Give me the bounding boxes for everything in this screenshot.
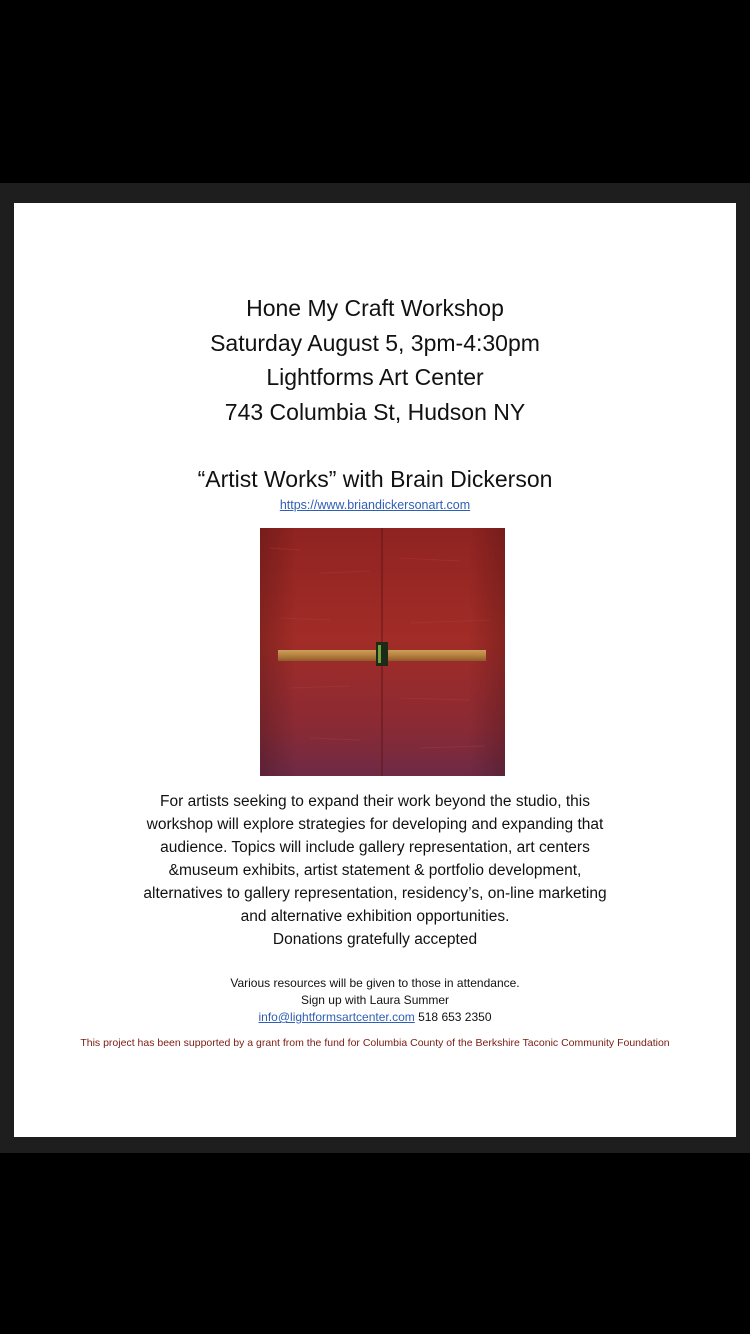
description-line: audience. Topics will include gallery representation, art centers (160, 839, 590, 856)
signup-line: Sign up with Laura Summer (300, 993, 450, 1007)
venue-address: 743 Columbia St, Hudson NY (224, 398, 526, 425)
resources-line: Various resources will be given to those in attendance. (230, 976, 520, 990)
flyer-page (14, 203, 736, 1137)
contact-line (14, 1009, 736, 1026)
workshop-title: Hone My Craft Workshop (246, 295, 504, 321)
artist-title: “Artist Works” with Brain Dickerson (197, 466, 553, 492)
resources-section (14, 975, 736, 1026)
email-link[interactable]: info@lightformsartcenter.com (258, 1010, 415, 1024)
phone-number: 518 653 2350 (414, 1010, 492, 1024)
description-line: and alternative exhibition opportunities. (240, 908, 510, 925)
grant-notice: This project has been supported by a grant from the fund for Columbia County of the Berkshire Taconic Community Foundation (80, 1037, 670, 1049)
workshop-description (34, 790, 716, 951)
description-line: workshop will explore strategies for developing and expanding that (146, 816, 604, 833)
venue-name: Lightforms Art Center (266, 364, 484, 390)
description-line: &museum exhibits, artist statement & portfolio development, (168, 862, 582, 879)
description-line: alternatives to gallery representation, residency’s, on-line marketing (143, 885, 607, 902)
donations-line: Donations gratefully accepted (272, 931, 478, 948)
description-line: For artists seeking to expand their work beyond the studio, this (160, 793, 590, 810)
artist-website-link[interactable]: https://www.briandickersonart.com (279, 498, 471, 512)
artwork-image (260, 528, 505, 776)
workshop-heading (14, 291, 736, 429)
workshop-date: Saturday August 5, 3pm-4:30pm (210, 329, 540, 356)
